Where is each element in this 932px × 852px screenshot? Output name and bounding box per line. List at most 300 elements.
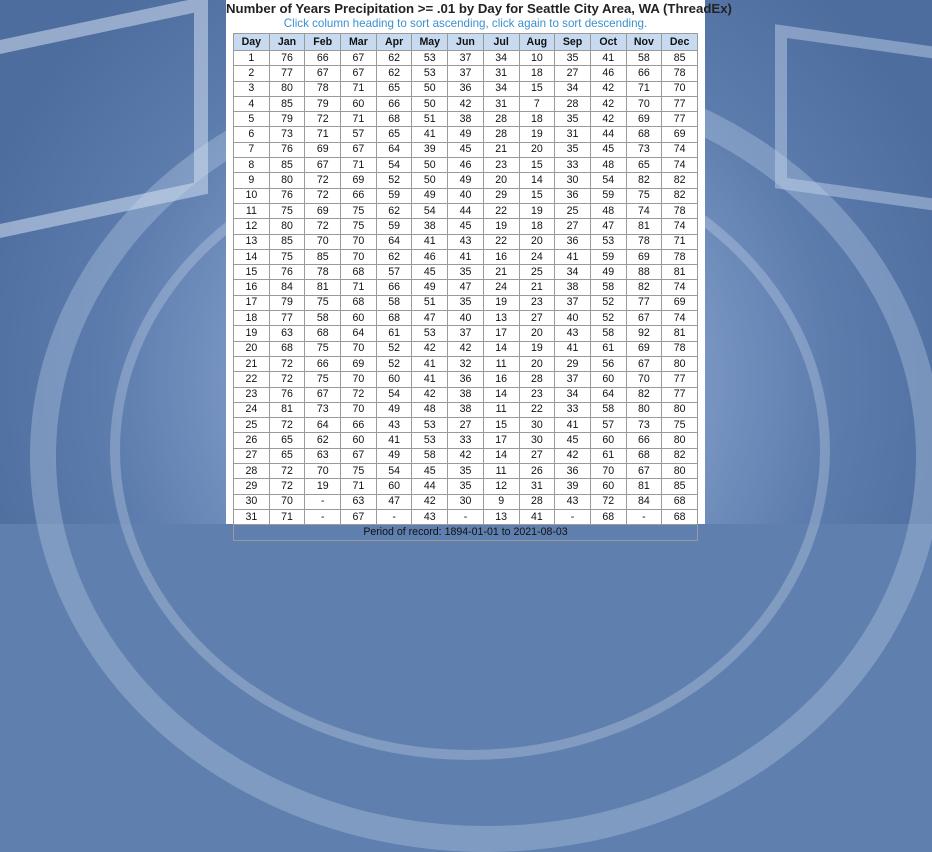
value-cell: 80	[269, 173, 305, 188]
day-cell: 2	[234, 66, 270, 81]
value-cell: 62	[376, 66, 412, 81]
value-cell: 59	[376, 219, 412, 234]
day-cell: 10	[234, 188, 270, 203]
value-cell: 71	[341, 280, 377, 295]
value-cell: 14	[483, 387, 519, 402]
value-cell: 77	[662, 387, 698, 402]
value-cell: 72	[305, 188, 341, 203]
value-cell: 70	[341, 372, 377, 387]
value-cell: 47	[448, 280, 484, 295]
value-cell: 42	[590, 81, 626, 96]
value-cell: 61	[376, 326, 412, 341]
table-row	[234, 173, 698, 188]
value-cell: 17	[483, 326, 519, 341]
value-cell: 34	[555, 265, 591, 280]
value-cell: 28	[519, 494, 555, 509]
value-cell: 11	[483, 402, 519, 417]
value-cell: 74	[662, 158, 698, 173]
value-cell: 82	[626, 173, 662, 188]
value-cell: 66	[341, 418, 377, 433]
value-cell: 68	[341, 265, 377, 280]
value-cell: 51	[412, 295, 448, 310]
value-cell: 29	[555, 356, 591, 371]
value-cell: 73	[626, 142, 662, 157]
value-cell: 31	[483, 96, 519, 111]
value-cell: 43	[555, 326, 591, 341]
value-cell: 66	[376, 96, 412, 111]
value-cell: 19	[483, 295, 519, 310]
value-cell: 81	[305, 280, 341, 295]
value-cell: 58	[590, 326, 626, 341]
value-cell: 77	[269, 311, 305, 326]
value-cell: 69	[341, 356, 377, 371]
day-cell: 23	[234, 387, 270, 402]
value-cell: 62	[305, 433, 341, 448]
value-cell: 60	[341, 433, 377, 448]
value-cell: 75	[341, 219, 377, 234]
value-cell: 50	[412, 96, 448, 111]
value-cell: 40	[555, 311, 591, 326]
table-row	[234, 66, 698, 81]
header-row	[234, 34, 698, 51]
value-cell: 45	[555, 433, 591, 448]
value-cell: 71	[662, 234, 698, 249]
value-cell: 53	[412, 51, 448, 66]
value-cell: 67	[341, 448, 377, 463]
value-cell: 82	[626, 387, 662, 402]
value-cell: 62	[376, 51, 412, 66]
value-cell: 77	[662, 112, 698, 127]
value-cell: 78	[662, 203, 698, 218]
table-row	[234, 295, 698, 310]
value-cell: 42	[448, 96, 484, 111]
value-cell: 41	[448, 249, 484, 264]
value-cell: 66	[305, 51, 341, 66]
value-cell: 47	[412, 311, 448, 326]
value-cell: 69	[626, 249, 662, 264]
value-cell: 15	[483, 418, 519, 433]
value-cell: 32	[448, 356, 484, 371]
value-cell: 36	[555, 464, 591, 479]
value-cell: 75	[269, 203, 305, 218]
value-cell: 38	[448, 387, 484, 402]
day-cell: 27	[234, 448, 270, 463]
value-cell: 34	[555, 81, 591, 96]
value-cell: 20	[519, 234, 555, 249]
value-cell: 67	[626, 464, 662, 479]
value-cell: 69	[341, 173, 377, 188]
value-cell: 38	[412, 219, 448, 234]
value-cell: 88	[626, 265, 662, 280]
value-cell: 67	[305, 66, 341, 81]
value-cell: 41	[519, 509, 555, 524]
value-cell: 72	[269, 418, 305, 433]
value-cell: 49	[448, 127, 484, 142]
value-cell: 81	[662, 265, 698, 280]
value-cell: 59	[590, 188, 626, 203]
value-cell: 54	[376, 158, 412, 173]
value-cell: 60	[590, 372, 626, 387]
value-cell: 7	[519, 96, 555, 111]
table-row	[234, 479, 698, 494]
column-heading-oct[interactable]: Oct	[590, 34, 626, 51]
value-cell: 58	[590, 402, 626, 417]
value-cell: 47	[590, 219, 626, 234]
value-cell: 74	[662, 142, 698, 157]
value-cell: 42	[448, 448, 484, 463]
value-cell: -	[448, 509, 484, 524]
column-heading-dec[interactable]: Dec	[662, 34, 698, 51]
value-cell: 60	[376, 372, 412, 387]
value-cell: 49	[412, 280, 448, 295]
value-cell: 60	[341, 311, 377, 326]
table-row	[234, 372, 698, 387]
value-cell: 22	[519, 402, 555, 417]
value-cell: 76	[269, 142, 305, 157]
value-cell: -	[376, 509, 412, 524]
value-cell: 68	[305, 326, 341, 341]
value-cell: 9	[483, 494, 519, 509]
value-cell: 37	[448, 51, 484, 66]
value-cell: 81	[662, 326, 698, 341]
column-heading-jan[interactable]: Jan	[269, 34, 305, 51]
value-cell: 34	[483, 81, 519, 96]
value-cell: 53	[412, 66, 448, 81]
value-cell: 27	[519, 311, 555, 326]
value-cell: 35	[448, 479, 484, 494]
day-cell: 16	[234, 280, 270, 295]
value-cell: 64	[590, 387, 626, 402]
value-cell: 70	[590, 464, 626, 479]
value-cell: 92	[626, 326, 662, 341]
column-heading-jul[interactable]: Jul	[483, 34, 519, 51]
value-cell: 28	[483, 127, 519, 142]
value-cell: 72	[269, 356, 305, 371]
value-cell: 63	[269, 326, 305, 341]
column-heading-day[interactable]: Day	[234, 34, 270, 51]
value-cell: 85	[662, 51, 698, 66]
value-cell: 85	[269, 234, 305, 249]
table-row	[234, 387, 698, 402]
day-cell: 21	[234, 356, 270, 371]
value-cell: 74	[662, 311, 698, 326]
value-cell: 72	[590, 494, 626, 509]
value-cell: 23	[519, 387, 555, 402]
value-cell: 72	[269, 479, 305, 494]
page-title: Number of Years Precipitation >= .01 by Day for Seattle City Area, WA (ThreadEx)	[226, 1, 732, 16]
table-row	[234, 265, 698, 280]
value-cell: 49	[590, 265, 626, 280]
value-cell: 37	[448, 66, 484, 81]
value-cell: 61	[590, 448, 626, 463]
value-cell: 71	[269, 509, 305, 524]
value-cell: 36	[448, 81, 484, 96]
column-heading-apr[interactable]: Apr	[376, 34, 412, 51]
value-cell: 52	[590, 295, 626, 310]
value-cell: 72	[269, 372, 305, 387]
value-cell: 72	[305, 173, 341, 188]
value-cell: 16	[483, 249, 519, 264]
value-cell: 36	[555, 188, 591, 203]
value-cell: 79	[269, 112, 305, 127]
value-cell: 71	[341, 112, 377, 127]
value-cell: 69	[305, 142, 341, 157]
value-cell: 54	[412, 203, 448, 218]
column-heading-may[interactable]: May	[412, 34, 448, 51]
value-cell: 66	[626, 433, 662, 448]
day-cell: 4	[234, 96, 270, 111]
table-row	[234, 341, 698, 356]
value-cell: 41	[412, 356, 448, 371]
value-cell: 64	[305, 418, 341, 433]
value-cell: 58	[626, 51, 662, 66]
value-cell: 36	[448, 372, 484, 387]
value-cell: 54	[376, 464, 412, 479]
value-cell: 38	[448, 402, 484, 417]
table-row	[234, 494, 698, 509]
value-cell: 67	[341, 142, 377, 157]
value-cell: 50	[412, 158, 448, 173]
precipitation-table	[233, 33, 698, 541]
value-cell: 47	[376, 494, 412, 509]
value-cell: 41	[412, 372, 448, 387]
value-cell: 33	[448, 433, 484, 448]
value-cell: 45	[448, 219, 484, 234]
value-cell: 74	[626, 203, 662, 218]
value-cell: 80	[626, 402, 662, 417]
value-cell: 16	[483, 372, 519, 387]
value-cell: 69	[305, 203, 341, 218]
value-cell: 68	[626, 448, 662, 463]
value-cell: 30	[519, 418, 555, 433]
value-cell: 43	[412, 509, 448, 524]
value-cell: 60	[376, 479, 412, 494]
value-cell: 70	[626, 96, 662, 111]
value-cell: 64	[376, 234, 412, 249]
table-row	[234, 418, 698, 433]
value-cell: 41	[590, 51, 626, 66]
value-cell: 75	[305, 295, 341, 310]
value-cell: 14	[483, 341, 519, 356]
value-cell: 49	[448, 173, 484, 188]
value-cell: 11	[483, 464, 519, 479]
value-cell: 84	[269, 280, 305, 295]
value-cell: 42	[412, 387, 448, 402]
value-cell: 59	[590, 249, 626, 264]
value-cell: 21	[519, 280, 555, 295]
value-cell: 67	[626, 311, 662, 326]
value-cell: 15	[519, 158, 555, 173]
value-cell: 82	[626, 280, 662, 295]
value-cell: 76	[269, 188, 305, 203]
value-cell: 78	[662, 341, 698, 356]
background-frame-right	[775, 24, 932, 219]
value-cell: 71	[626, 81, 662, 96]
value-cell: 69	[626, 341, 662, 356]
value-cell: 19	[483, 219, 519, 234]
value-cell: 68	[662, 509, 698, 524]
value-cell: 60	[341, 96, 377, 111]
value-cell: 78	[626, 234, 662, 249]
value-cell: 46	[448, 158, 484, 173]
sort-instructions: Click column heading to sort ascending, click again to sort descending.	[283, 17, 648, 30]
value-cell: 37	[448, 326, 484, 341]
value-cell: 26	[519, 464, 555, 479]
value-cell: -	[305, 509, 341, 524]
value-cell: 64	[341, 326, 377, 341]
column-heading-mar[interactable]: Mar	[341, 34, 377, 51]
value-cell: 46	[412, 249, 448, 264]
value-cell: 52	[590, 311, 626, 326]
day-cell: 30	[234, 494, 270, 509]
value-cell: 76	[269, 265, 305, 280]
value-cell: 43	[448, 234, 484, 249]
value-cell: 41	[555, 249, 591, 264]
value-cell: 35	[555, 51, 591, 66]
value-cell: 77	[662, 96, 698, 111]
value-cell: 52	[376, 356, 412, 371]
value-cell: 70	[662, 81, 698, 96]
column-heading-sep[interactable]: Sep	[555, 34, 591, 51]
value-cell: 27	[555, 66, 591, 81]
value-cell: 24	[483, 280, 519, 295]
value-cell: 13	[483, 311, 519, 326]
value-cell: 57	[590, 418, 626, 433]
value-cell: 80	[662, 464, 698, 479]
value-cell: 44	[412, 479, 448, 494]
value-cell: 38	[448, 112, 484, 127]
value-cell: 51	[412, 112, 448, 127]
day-cell: 19	[234, 326, 270, 341]
column-heading-nov[interactable]: Nov	[626, 34, 662, 51]
value-cell: 25	[519, 265, 555, 280]
value-cell: 71	[305, 127, 341, 142]
value-cell: 21	[483, 265, 519, 280]
value-cell: 67	[305, 387, 341, 402]
table-row	[234, 311, 698, 326]
day-cell: 31	[234, 509, 270, 524]
value-cell: 22	[483, 203, 519, 218]
value-cell: 27	[519, 448, 555, 463]
table-row	[234, 51, 698, 66]
day-cell: 12	[234, 219, 270, 234]
value-cell: 56	[590, 356, 626, 371]
value-cell: 81	[269, 402, 305, 417]
day-cell: 15	[234, 265, 270, 280]
value-cell: 64	[376, 142, 412, 157]
value-cell: 41	[412, 234, 448, 249]
table-row	[234, 448, 698, 463]
value-cell: 42	[412, 341, 448, 356]
day-cell: 8	[234, 158, 270, 173]
value-cell: 85	[269, 96, 305, 111]
value-cell: 19	[519, 127, 555, 142]
table-row	[234, 464, 698, 479]
day-cell: 22	[234, 372, 270, 387]
value-cell: 62	[376, 203, 412, 218]
value-cell: 70	[341, 402, 377, 417]
table-row	[234, 96, 698, 111]
table-row	[234, 326, 698, 341]
value-cell: 70	[305, 464, 341, 479]
value-cell: 58	[412, 448, 448, 463]
value-cell: 80	[269, 81, 305, 96]
day-cell: 6	[234, 127, 270, 142]
value-cell: 17	[483, 433, 519, 448]
value-cell: 45	[448, 142, 484, 157]
value-cell: 30	[448, 494, 484, 509]
value-cell: 50	[412, 81, 448, 96]
value-cell: 31	[519, 479, 555, 494]
value-cell: 38	[555, 280, 591, 295]
table-body	[234, 51, 698, 525]
period-of-record: Period of record: 1894-01-01 to 2021-08-03	[234, 525, 698, 540]
value-cell: 66	[376, 280, 412, 295]
value-cell: 69	[662, 127, 698, 142]
value-cell: 18	[519, 219, 555, 234]
value-cell: 41	[555, 418, 591, 433]
value-cell: 67	[626, 356, 662, 371]
value-cell: 77	[662, 372, 698, 387]
value-cell: 61	[590, 341, 626, 356]
value-cell: 75	[341, 464, 377, 479]
value-cell: 49	[376, 402, 412, 417]
value-cell: 41	[555, 341, 591, 356]
value-cell: 72	[269, 464, 305, 479]
value-cell: 63	[341, 494, 377, 509]
value-cell: 22	[483, 234, 519, 249]
value-cell: 58	[305, 311, 341, 326]
value-cell: 60	[590, 479, 626, 494]
column-heading-aug[interactable]: Aug	[519, 34, 555, 51]
value-cell: 20	[483, 173, 519, 188]
table-row	[234, 81, 698, 96]
value-cell: 65	[269, 433, 305, 448]
column-heading-jun[interactable]: Jun	[448, 34, 484, 51]
value-cell: 70	[341, 341, 377, 356]
value-cell: 62	[376, 249, 412, 264]
table-row	[234, 249, 698, 264]
value-cell: 19	[519, 203, 555, 218]
day-cell: 3	[234, 81, 270, 96]
value-cell: 54	[376, 387, 412, 402]
value-cell: 13	[483, 509, 519, 524]
value-cell: 42	[555, 448, 591, 463]
day-cell: 18	[234, 311, 270, 326]
value-cell: 21	[483, 142, 519, 157]
value-cell: 72	[305, 112, 341, 127]
value-cell: 82	[662, 188, 698, 203]
value-cell: 19	[519, 341, 555, 356]
value-cell: 81	[626, 479, 662, 494]
value-cell: 68	[626, 127, 662, 142]
value-cell: 75	[305, 341, 341, 356]
value-cell: 23	[483, 158, 519, 173]
value-cell: 58	[590, 280, 626, 295]
value-cell: 27	[448, 418, 484, 433]
value-cell: 65	[626, 158, 662, 173]
value-cell: 68	[376, 112, 412, 127]
table-row	[234, 112, 698, 127]
value-cell: 77	[626, 295, 662, 310]
value-cell: 10	[519, 51, 555, 66]
value-cell: 84	[626, 494, 662, 509]
value-cell: 50	[412, 173, 448, 188]
value-cell: 45	[412, 464, 448, 479]
column-heading-feb[interactable]: Feb	[305, 34, 341, 51]
value-cell: 48	[412, 402, 448, 417]
value-cell: 57	[341, 127, 377, 142]
